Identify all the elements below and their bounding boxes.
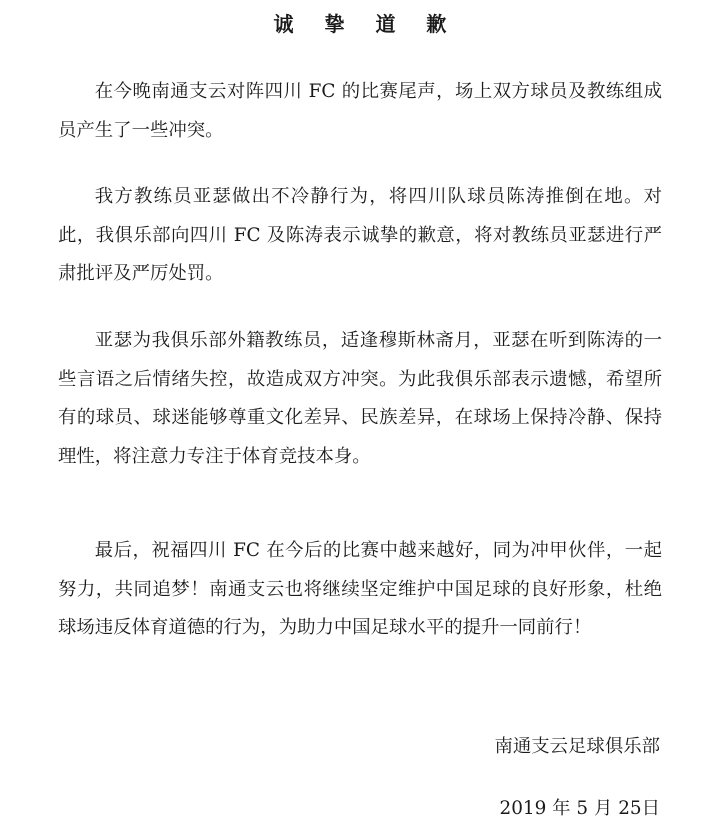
paragraph-3: 亚瑟为我俱乐部外籍教练员，适逢穆斯林斋月，亚瑟在听到陈涛的一些言语之后情绪失控，故造成双方冲突。为此我俱乐部表示遗憾，希望所有的球员、球迷能够尊重文化差异、民族差异，在球场上保持冷静、保持理性，将注意力专注于体育竞技本身。	[58, 330, 662, 467]
date: 2019 年 5 月 25日	[499, 798, 660, 819]
paragraph-1: 在今晚南通支云对阵四川 FC 的比赛尾声，场上双方球员及教练组成员产生了一些冲突。	[58, 81, 662, 141]
paragraph-2: 我方教练员亚瑟做出不冷静行为，将四川队球员陈涛推倒在地。对此，我俱乐部向四川 FC 及陈涛表示诚挚的歉意，将对教练员亚瑟进行严肃批评及严厉处罚。	[58, 186, 662, 284]
paragraph-4: 最后，祝福四川 FC 在今后的比赛中越来越好，同为冲甲伙伴，一起努力，共同追梦！南通支云也将继续坚定维护中国足球的良好形象，杜绝球场违反体育道德的行为，为助力中国足球水平的提升一同前行！	[58, 540, 662, 638]
signature: 南通支云足球俱乐部	[494, 736, 660, 757]
document-title: 诚 挚 道 歉	[273, 12, 459, 36]
